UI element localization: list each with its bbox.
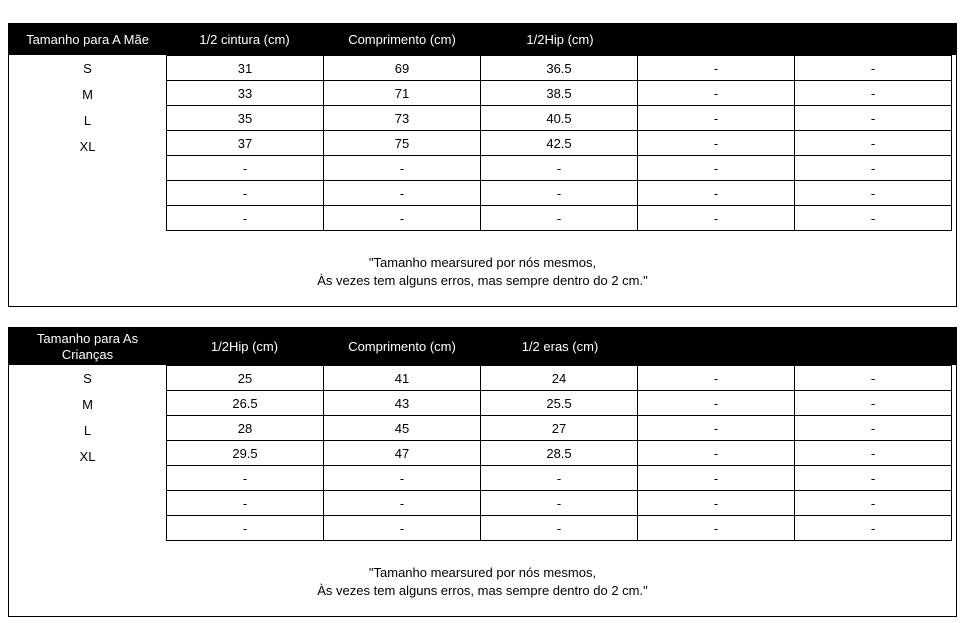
table-row (167, 466, 952, 491)
table-cell: 26.5 (167, 391, 324, 416)
table-cell: 24 (481, 366, 638, 391)
table-cell: - (324, 156, 481, 181)
header-extra-2 (797, 24, 956, 55)
table-cell: - (324, 206, 481, 231)
table-row (167, 56, 952, 81)
table-cell: 40.5 (481, 106, 638, 131)
size-label: XL (79, 448, 96, 464)
table-cell: - (324, 516, 481, 541)
table-row (167, 366, 952, 391)
table-cell: - (167, 206, 324, 231)
header-age: 1/2 eras (cm) (521, 338, 599, 354)
table-row (167, 131, 952, 156)
table-cell: - (638, 441, 795, 466)
table-cell: - (795, 206, 952, 231)
mother-measurements-table (166, 55, 952, 231)
header-length: Comprimento (cm) (348, 31, 456, 47)
table-cell: - (795, 131, 952, 156)
table-cell: 47 (324, 441, 481, 466)
table-cell: - (638, 156, 795, 181)
size-label: S (83, 60, 92, 76)
table-cell: - (481, 206, 638, 231)
table-row (167, 491, 952, 516)
table-cell: 71 (324, 81, 481, 106)
table-cell: 28 (167, 416, 324, 441)
table-cell: 25.5 (481, 391, 638, 416)
table-cell: 36.5 (481, 56, 638, 81)
table-row (167, 106, 952, 131)
table-cell: 38.5 (481, 81, 638, 106)
table-cell: 31 (167, 56, 324, 81)
table-row (167, 81, 952, 106)
size-label: L (83, 422, 92, 438)
header-extra-1 (639, 328, 797, 365)
table-cell: - (795, 56, 952, 81)
mother-chart-header (9, 24, 956, 55)
table-cell: 28.5 (481, 441, 638, 466)
table-cell: - (638, 206, 795, 231)
table-cell: 29.5 (167, 441, 324, 466)
table-cell: - (481, 466, 638, 491)
table-cell: 37 (167, 131, 324, 156)
table-cell: - (795, 391, 952, 416)
note-line-1: "Tamanho mearsured por nós mesmos, (368, 255, 597, 270)
table-row (167, 156, 952, 181)
table-cell: - (638, 131, 795, 156)
size-column (9, 55, 166, 159)
size-label: M (82, 86, 93, 102)
table-cell: - (638, 106, 795, 131)
table-cell: - (638, 366, 795, 391)
table-cell: 33 (167, 81, 324, 106)
size-label: XL (79, 138, 96, 154)
table-cell: - (795, 441, 952, 466)
table-cell: - (795, 466, 952, 491)
table-cell: - (481, 156, 638, 181)
table-cell: - (481, 181, 638, 206)
measurement-note (9, 564, 956, 600)
kids-size-chart (8, 327, 957, 617)
table-row (167, 181, 952, 206)
size-label: M (82, 396, 93, 412)
table-cell: 42.5 (481, 131, 638, 156)
header-hip: 1/2Hip (cm) (526, 31, 594, 47)
header-length: Comprimento (cm) (348, 338, 456, 354)
table-cell: - (324, 181, 481, 206)
table-cell: - (638, 491, 795, 516)
size-label: L (83, 112, 92, 128)
mother-size-chart (8, 23, 957, 307)
header-extra-2 (797, 328, 956, 365)
table-cell: - (795, 106, 952, 131)
table-cell: - (795, 81, 952, 106)
size-label: S (83, 370, 92, 386)
table-cell: - (638, 516, 795, 541)
note-line-1: "Tamanho mearsured por nós mesmos, (368, 565, 597, 580)
table-cell: 41 (324, 366, 481, 391)
table-row (167, 391, 952, 416)
table-cell: 69 (324, 56, 481, 81)
table-cell: - (795, 416, 952, 441)
table-cell: 43 (324, 391, 481, 416)
table-cell: 75 (324, 131, 481, 156)
table-cell: - (795, 366, 952, 391)
table-cell: - (167, 466, 324, 491)
header-size: Tamanho para As Crianças (36, 330, 139, 362)
table-cell: 45 (324, 416, 481, 441)
table-cell: 73 (324, 106, 481, 131)
table-cell: - (795, 491, 952, 516)
table-cell: - (167, 491, 324, 516)
table-row (167, 441, 952, 466)
header-size: Tamanho para A Mãe (26, 31, 149, 47)
table-row (167, 206, 952, 231)
table-cell: - (638, 466, 795, 491)
header-hip: 1/2Hip (cm) (210, 338, 279, 354)
note-line-2: Às vezes tem alguns erros, mas sempre dentro do 2 cm." (317, 273, 648, 288)
measurement-note (9, 254, 956, 290)
table-row (167, 516, 952, 541)
kids-chart-header (9, 328, 956, 365)
kids-measurements-table (166, 365, 952, 541)
header-extra-1 (639, 24, 797, 55)
table-cell: - (324, 491, 481, 516)
table-cell: - (795, 156, 952, 181)
table-cell: - (795, 181, 952, 206)
table-cell: - (167, 181, 324, 206)
size-column (9, 365, 166, 469)
table-cell: - (638, 181, 795, 206)
table-cell: - (324, 466, 481, 491)
table-cell: - (795, 516, 952, 541)
table-cell: - (638, 81, 795, 106)
table-cell: - (481, 491, 638, 516)
table-cell: - (167, 516, 324, 541)
table-row (167, 416, 952, 441)
table-cell: - (638, 416, 795, 441)
table-cell: - (638, 56, 795, 81)
table-cell: 25 (167, 366, 324, 391)
table-cell: - (481, 516, 638, 541)
table-cell: 35 (167, 106, 324, 131)
header-waist: 1/2 cintura (cm) (199, 31, 290, 47)
table-cell: 27 (481, 416, 638, 441)
table-cell: - (167, 156, 324, 181)
table-cell: - (638, 391, 795, 416)
note-line-2: Às vezes tem alguns erros, mas sempre dentro do 2 cm." (317, 583, 648, 598)
